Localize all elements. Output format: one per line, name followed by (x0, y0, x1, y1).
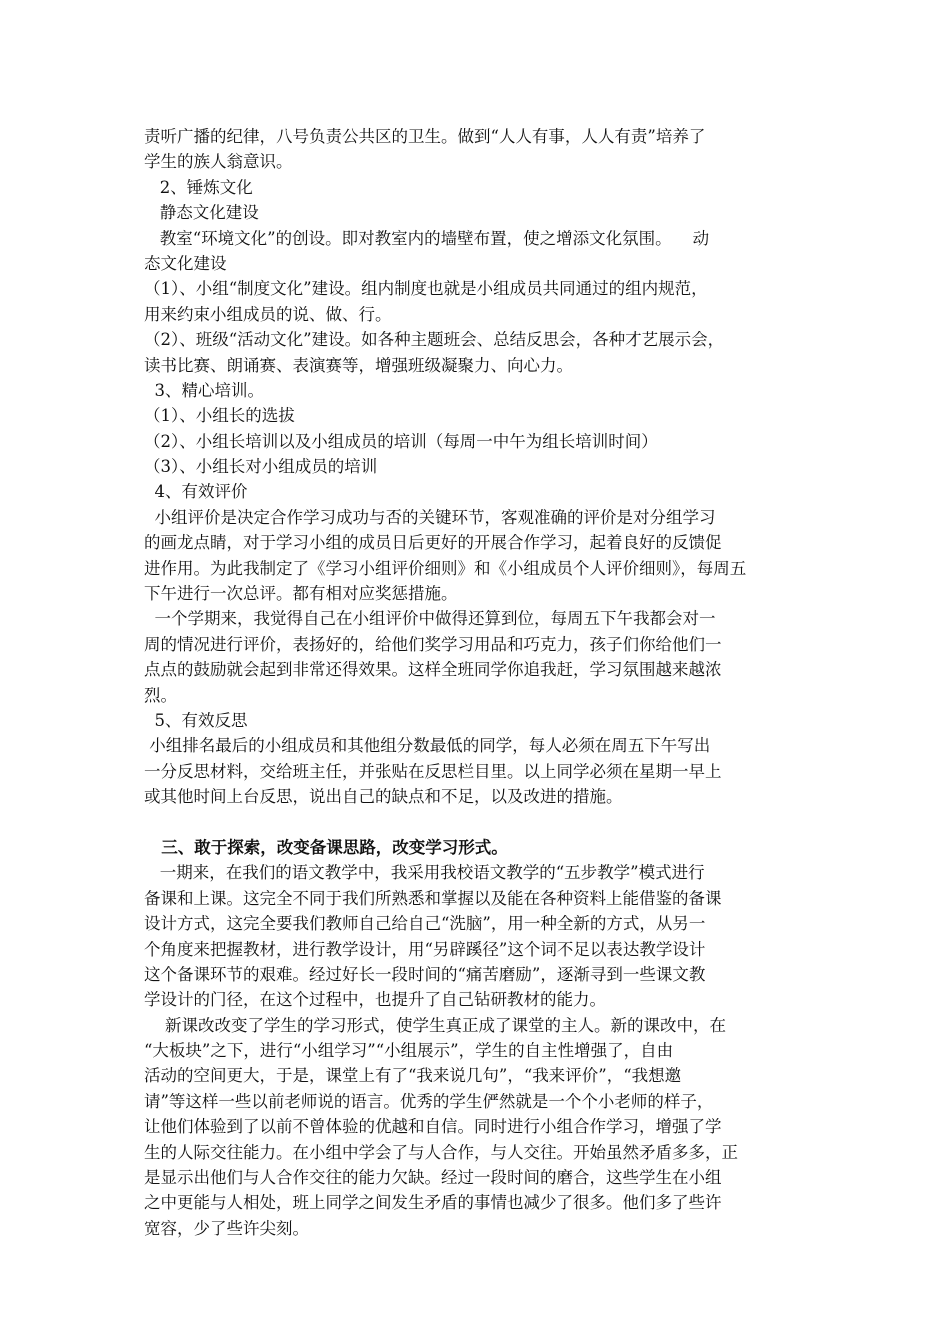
text-line: 教室“环境文化”的创设。即对教室内的墙壁布置，使之增添文化氛围。 动 (144, 228, 710, 248)
text-line: 活动的空间更大，于是，课堂上有了“我来说几句”，“我来评价”，“我想邀 (144, 1066, 682, 1086)
text-line: 点点的鼓励就会起到非常还得效果。这样全班同学你追我赶，学习氛围越来越浓 (144, 660, 722, 680)
text-line: 的画龙点睛，对于学习小组的成员日后更好的开展合作学习，起着良好的反馈促 (144, 533, 722, 553)
text-line: 生的人际交往能力。在小组中学会了与人合作，与人交往。开始虽然矛盾多多，正 (144, 1142, 738, 1162)
text-line: 新课改改变了学生的学习形式，使学生真正成了课堂的主人。新的课改中，在 (144, 1015, 726, 1035)
text-line: 一分反思材料，交给班主任，并张贴在反思栏目里。以上同学必须在星期一早上 (144, 761, 722, 781)
subheading-line: 4、有效评价 (144, 482, 248, 502)
text-line: 或其他时间上台反思，说出自己的缺点和不足，以及改进的措施。 (144, 787, 623, 807)
text-line: 进作用。为此我制定了《学习小组评价细则》和《小组成员个人评价细则》，每周五 (144, 558, 747, 578)
text-line: 是显示出他们与人合作交往的能力欠缺。经过一段时间的磨合，这些学生在小组 (144, 1168, 722, 1188)
text-line: 备课和上课。这完全不同于我们所熟悉和掌握以及能在各种资料上能借鉴的备课 (144, 888, 722, 908)
subheading-line: 3、精心培训。 (144, 380, 264, 400)
text-line: 下午进行一次总评。都有相对应奖惩措施。 (144, 584, 458, 604)
text-line: 这个备课环节的艰难。经过好长一段时间的“痛苦磨励”，逐渐寻到一些课文教 (144, 964, 706, 984)
list-item: （2）、小组长培训以及小组成员的培训（每周一中午为组长培训时间） (144, 431, 658, 451)
text-line: 设计方式，这完全要我们教师自己给自己“洗脑”，用一种全新的方式，从另一 (144, 914, 706, 934)
text-line: 一期来，在我们的语文教学中，我采用我校语文教学的“五步教学”模式进行 (144, 863, 705, 883)
text-line: 责听广播的纪律，八号负责公共区的卫生。做到“人人有事，人人有责”培养了 (144, 127, 706, 146)
text-line: 态文化建设 (144, 253, 227, 273)
text-line: 学设计的门径，在这个过程中，也提升了自己钻研教材的能力。 (144, 990, 606, 1010)
document-body (144, 124, 809, 1241)
text-line: 学生的族人翁意识。 (144, 152, 293, 172)
text-line: 读书比赛、朗诵赛、表演赛等，增强班级凝聚力、向心力。 (144, 355, 573, 375)
spacer (144, 810, 809, 835)
text-line: 一个学期来，我觉得自己在小组评价中做得还算到位，每周五下午我都会对一 (144, 609, 716, 629)
text-line: 周的情况进行评价，表扬好的，给他们奖学习用品和巧克力，孩子们你给他们一 (144, 634, 722, 654)
text-line: 宽容，少了些许尖刻。 (144, 1218, 309, 1238)
subheading-line: 静态文化建设 (144, 203, 259, 223)
text-line: 之中更能与人相处，班上同学之间发生矛盾的事情也减少了很多。他们多了些许 (144, 1193, 722, 1213)
text-line: 个角度来把握教材，进行教学设计，用“另辟蹊径”这个词不足以表达教学设计 (144, 939, 706, 959)
text-line: “大板块”之下，进行“小组学习”“小组展示”，学生的自主性增强了，自由 (144, 1041, 674, 1061)
text-line: （1）、小组“制度文化”建设。组内制度也就是小组成员共同通过的组内规范， (144, 279, 708, 299)
text-line: 小组评价是决定合作学习成功与否的关键环节，客观准确的评价是对分组学习 (144, 507, 716, 527)
text-line: 用来约束小组成员的说、做、行。 (144, 304, 392, 324)
subheading-line: 2、锤炼文化 (144, 177, 253, 197)
text-line: （2）、班级“活动文化”建设。如各种主题班会、总结反思会，各种才艺展示会， (144, 330, 725, 350)
text-line: 让他们体验到了以前不曾体验的优越和自信。同时进行小组合作学习，增强了学 (144, 1117, 722, 1137)
text-line: 请”等这样一些以前老师说的语言。优秀的学生俨然就是一个个小老师的样子， (144, 1091, 714, 1111)
text-line: 烈。 (144, 685, 177, 705)
text-line: 小组排名最后的小组成员和其他组分数最低的同学，每人必须在周五下午写出 (144, 736, 711, 756)
subheading-line: 5、有效反思 (144, 710, 248, 730)
list-item: （1）、小组长的选拔 (144, 406, 295, 426)
list-item: （3）、小组长对小组成员的培训 (144, 457, 378, 477)
section-heading: 三、敢于探索，改变备课思路，改变学习形式。 (144, 837, 508, 857)
